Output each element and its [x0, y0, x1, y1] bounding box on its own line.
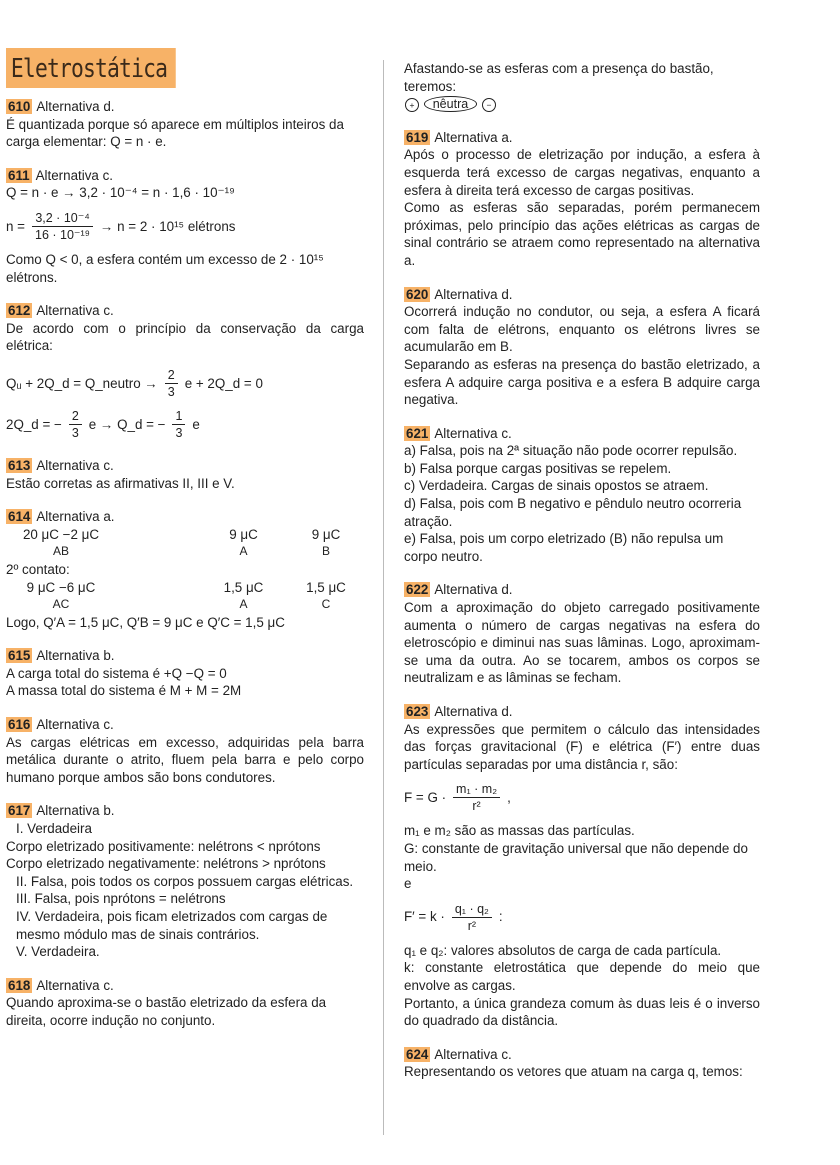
- left-column: [6, 48, 364, 1046]
- explanation-line: A carga total do sistema é +Q −Q = 0: [6, 665, 227, 681]
- k-note: k: constante eletrostática que depende do meio que envolve as cargas.: [404, 960, 760, 993]
- answer-617: [6, 802, 364, 960]
- item-c: c) Verdadeira. Cargas de sinais opostos se atraem.: [404, 478, 709, 494]
- question-number: 619: [406, 129, 429, 145]
- mass-note: m₁ e m₂ são as massas das partículas.: [404, 823, 635, 839]
- eq-rhs: :: [498, 909, 503, 925]
- question-number: 618: [8, 977, 31, 993]
- charge-value: 1,5 μC: [223, 579, 264, 595]
- alternative: Alternativa c.: [434, 1046, 512, 1062]
- question-number: 620: [406, 286, 429, 302]
- question-number: 615: [8, 648, 31, 664]
- answer-616: [6, 716, 364, 786]
- answer-623: [404, 703, 760, 1030]
- answer-610: [6, 98, 364, 151]
- question-number: 610: [8, 99, 31, 114]
- answer-624: [404, 1046, 760, 1081]
- negative-body: Corpo eletrizado negativamente: nelétrons > nprótons: [6, 856, 326, 872]
- sphere-label: A: [239, 597, 248, 612]
- question-number: 612: [8, 303, 31, 319]
- eq-lhs: 2Q_d = −: [6, 416, 62, 432]
- answer-618-continued: [404, 60, 760, 113]
- denominator: 3: [167, 384, 175, 399]
- eq-lhs: n =: [6, 218, 25, 234]
- alternative: Alternativa d.: [434, 704, 513, 719]
- question-number: 614: [8, 509, 31, 525]
- alternative: Alternativa c.: [36, 977, 114, 993]
- item-v: V. Verdadeira.: [16, 944, 100, 960]
- question-number: 624: [406, 1046, 429, 1062]
- question-number: 621: [406, 425, 429, 441]
- alternative: Alternativa d.: [434, 582, 513, 598]
- neutral-sphere: nêutra: [424, 96, 477, 112]
- item-i: I. Verdadeira: [16, 821, 92, 837]
- item-ii: II. Falsa, pois todos os corpos possuem cargas elétricas.: [16, 873, 354, 889]
- alternative: Alternativa d.: [36, 99, 115, 114]
- answer-618: [6, 977, 364, 1030]
- eq-mid: e → Q_d = −: [88, 416, 166, 432]
- item-a: a) Falsa, pois na 2ª situação não pode ocorrer repulsão.: [404, 443, 738, 459]
- explanation: É quantizada porque só aparece em múltiplos inteiros da carga elementar: Q = n · e.: [6, 116, 344, 150]
- right-column: [404, 60, 760, 1097]
- charges-row-2: [6, 579, 364, 614]
- eq-rhs: e + 2Q_d = 0: [184, 375, 263, 391]
- question-number: 617: [8, 803, 31, 819]
- explanation: As cargas elétricas em excesso, adquiridas pela barra metálica durante o atrito, fluem pela barra e pelo corpo humano porque ambos são bons condutores.: [6, 734, 364, 785]
- section-title: Eletrostática: [6, 48, 175, 88]
- denominator: r²: [472, 799, 481, 814]
- question-number: 622: [406, 582, 429, 598]
- alternative: Alternativa c.: [35, 167, 114, 183]
- denominator: 16 · 10⁻¹⁹: [35, 227, 91, 242]
- coulomb-formula: [404, 901, 760, 934]
- question-number: 611: [8, 167, 30, 183]
- equation-line: Q = n · e → 3,2 · 10⁻⁴ = n · 1,6 · 10⁻¹⁹: [6, 185, 235, 201]
- explanation: Afastando-se as esferas com a presença do bastão, teremos:: [404, 61, 714, 94]
- sphere-label: AB: [52, 544, 69, 559]
- spheres-result: [404, 95, 760, 113]
- paragraph: Após o processo de eletrização por indução, a esfera à esquerda terá excesso de cargas negativas, enquanto a esfera à direita terá excesso de cargas positivas.: [404, 147, 760, 198]
- answer-615: [6, 647, 364, 700]
- conclusion: Portanto, a única grandeza comum às duas leis é o inverso do quadrado da distância.: [404, 995, 760, 1029]
- eq-rhs: ,: [507, 790, 511, 806]
- denominator: 3: [71, 425, 79, 440]
- sphere-label: C: [321, 597, 331, 612]
- fraction: [452, 901, 492, 934]
- final-result: Logo, Q′A = 1,5 μC, Q′B = 9 μC e Q′C = 1,5 μC: [6, 614, 285, 630]
- denominator: 3: [175, 425, 183, 440]
- item-b: b) Falsa porque cargas positivas se repelem.: [404, 460, 672, 476]
- fraction: [69, 408, 82, 441]
- paragraph: Ocorrerá indução no condutor, ou seja, a esfera A ficará com falta de elétrons, enquanto os elétrons livres se acumularão em B.: [404, 304, 760, 355]
- alternative: Alternativa c.: [36, 457, 114, 473]
- fraction: [165, 367, 178, 400]
- eq-lhs: F′ = k ·: [404, 909, 445, 925]
- answer-622: [404, 581, 760, 687]
- item-d: d) Falsa, pois com B negativo e pêndulo neutro ocorreria atração.: [404, 496, 742, 529]
- column-divider: [383, 60, 384, 1135]
- alternative: Alternativa b.: [36, 803, 115, 819]
- alternative: Alternativa c.: [36, 303, 114, 319]
- answer-621: [404, 425, 760, 566]
- charge-value: 9 μC −6 μC: [26, 579, 96, 595]
- explanation: Com a aproximação do objeto carregado positivamente aumenta o número de cargas negativas na esfera do eletroscópio e diminui nas suas lâminas. Logo, aproximam-se uma da outra. Ao se tocarem, ambos os corpos se neutralizam e as lâminas se fecham.: [404, 600, 760, 686]
- alternative: Alternativa c.: [36, 717, 114, 733]
- numerator: q₁ · q₂: [452, 901, 492, 918]
- alternative: Alternativa a.: [434, 129, 513, 145]
- fraction: [453, 781, 500, 814]
- eq-rhs: e: [192, 416, 200, 432]
- eq-lhs: Qᵤ + 2Q_d = Q_neutro →: [6, 375, 158, 391]
- fraction-equation: [6, 210, 364, 243]
- charge-note: q₁ e q₂: valores absolutos de carga de cada partícula.: [404, 942, 722, 958]
- alternative: Alternativa a.: [36, 509, 115, 525]
- answer-620: [404, 286, 760, 409]
- numerator: 1: [172, 408, 185, 425]
- answer-614: [6, 508, 364, 631]
- numerator: 2: [69, 408, 82, 425]
- positive-body: Corpo eletrizado positivamente: nelétrons < nprótons: [6, 838, 321, 854]
- explanation: Quando aproxima-se o bastão eletrizado da esfera da direita, ocorre indução no conjunto.: [6, 995, 327, 1028]
- negative-sphere-icon: −: [482, 98, 496, 112]
- answer-613: [6, 457, 364, 492]
- answer-619: [404, 129, 760, 270]
- question-number: 613: [8, 457, 31, 473]
- charge-value: 9 μC: [311, 526, 341, 542]
- positive-sphere-icon: +: [405, 98, 419, 112]
- explanation: Como Q < 0, a esfera contém um excesso de 2 · 10¹⁵ elétrons.: [6, 251, 324, 285]
- alternative: Alternativa c.: [434, 425, 512, 441]
- alternative: Alternativa d.: [434, 286, 513, 302]
- sphere-label: A: [239, 544, 248, 559]
- g-note: G: constante de gravitação universal que não depende do meio.: [404, 840, 748, 874]
- fraction: [32, 210, 93, 243]
- paragraph: Como as esferas são separadas, porém permanecem próximas, pelo princípio das ações elétricas as cargas de sinal contrário se atraem como representado na alternativa a.: [404, 200, 760, 268]
- numerator: m₁ · m₂: [453, 781, 500, 798]
- eq-lhs: F = G ·: [404, 790, 447, 806]
- equation-2: [6, 408, 364, 441]
- item-e: e) Falsa, pois um corpo eletrizado (B) não repulsa um corpo neutro.: [404, 531, 724, 564]
- item-iii: III. Falsa, pois nprótons = nelétrons: [16, 891, 226, 907]
- equation-1: [6, 367, 364, 400]
- sphere-label: AC: [52, 597, 70, 612]
- conjunction: e: [404, 876, 412, 892]
- explanation: Estão corretas as afirmativas II, III e V.: [6, 475, 235, 491]
- paragraph: As expressões que permitem o cálculo das intensidades das forças gravitacional (F) e elétrica (F′) entre duas partículas separadas por uma distância r, são:: [404, 721, 760, 772]
- charge-value: 1,5 μC: [306, 579, 346, 595]
- item-iv: IV. Verdadeira, pois ficam eletrizados com cargas de mesmo módulo mas de sinais contrários.: [16, 909, 328, 942]
- question-number: 616: [8, 717, 31, 733]
- sphere-label: B: [321, 544, 330, 559]
- fraction: [172, 408, 185, 441]
- contact-label: 2º contato:: [6, 561, 70, 577]
- charge-value: 20 μC −2 μC: [22, 526, 100, 542]
- paragraph: Separando as esferas na presença do bastão eletrizado, a esfera A adquire carga positiva e a esfera B adquire carga negativa.: [404, 356, 760, 408]
- answer-612: [6, 302, 364, 441]
- explanation: De acordo com o princípio da conservação da carga elétrica:: [6, 320, 364, 354]
- eq-rhs: → n = 2 · 10¹⁵ elétrons: [100, 218, 236, 234]
- explanation: Representando os vetores que atuam na carga q, temos:: [404, 1064, 743, 1080]
- gravity-formula: [404, 781, 760, 814]
- denominator: r²: [467, 918, 477, 933]
- numerator: 2: [165, 367, 178, 384]
- answer-611: [6, 167, 364, 286]
- charges-row-1: [6, 526, 364, 561]
- explanation-line: A massa total do sistema é M + M = 2M: [6, 683, 242, 699]
- alternative: Alternativa b.: [36, 648, 115, 664]
- numerator: 3,2 · 10⁻⁴: [32, 210, 92, 227]
- charge-value: 9 μC: [229, 526, 258, 542]
- question-number: 623: [406, 704, 429, 719]
